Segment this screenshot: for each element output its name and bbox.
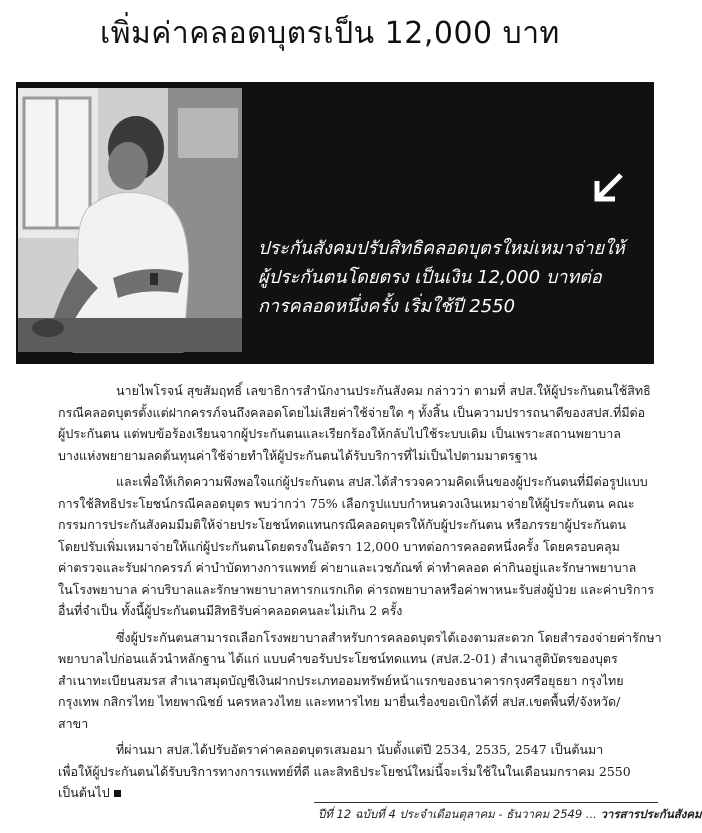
paragraph-1 (58, 380, 658, 466)
footer-publication: วารสารประกันสังคม (600, 807, 702, 821)
footer-rule (314, 802, 658, 803)
text-line: นายไพโรจน์ สุขสัมฤทธิ์ เลขาธิการสำนักงานประกันสังคม กล่าวว่า ตามที่ สปส.ให้ผู้ประกันตนใช้สิทธิ (116, 383, 651, 398)
text-line: ค่าตรวจและรับฝากครรภ์ ค่าบำบัดทางการแพทย์ ค่ายาและเวชภัณฑ์ ค่าทำคลอด ค่ากินอยู่และรักษาพยาบาล (58, 560, 637, 575)
text-line-last (58, 782, 658, 804)
photo-illustration (18, 88, 242, 352)
footer-issue: ปีที่ 12 ฉบับที่ 4 ประจำเดือนตุลาคม - ธันวาคม 2549 ... (318, 807, 597, 821)
text-line: เพื่อให้ผู้ประกันตนได้รับบริการทางการแพทย์ที่ดี และสิทธิประโยชน์ใหม่นี้จะเริ่มใช้ในในเดือนมกราคม 2550 (58, 763, 631, 779)
photo-woman-at-counter (18, 88, 242, 352)
paragraph-2 (58, 471, 658, 622)
text-line: กรรมการประกันสังคมมีมติให้จ่ายประโยชน์ทดแทนกรณีคลอดบุตรให้กับผู้ประกันตน หรือภรรยาผู้ประกันตน (58, 517, 627, 532)
end-of-article-square-icon (114, 790, 121, 797)
text-line: กรณีคลอดบุตรตั้งแต่ฝากครรภ์จนถึงคลอดโดยไม่เสียค่าใช้จ่ายใด ๆ ทั้งสิ้น เป็นความปรารถนาดีของสปส.ที่มีต่อ (58, 404, 646, 420)
text-line: โดยปรับเพิ่มเหมาจ่ายให้แก่ผู้ประกันตนโดยตรงในอัตรา 12,000 บาทต่อการคลอดหนึ่งครั้ง โดยครอบคลุม (58, 538, 620, 554)
text-line: สำเนาทะเบียนสมรส สำเนาสมุดบัญชีเงินฝากประเภทออมทรัพย์หน้าแรกของธนาคารกรุงศรีอยุธยา กรุงไทย (58, 672, 624, 688)
paragraph-3 (58, 627, 662, 735)
text-line: เป็นต้นไป (58, 785, 110, 800)
text-line: สาขา (58, 715, 89, 731)
text-line: บางแห่งพยายามลดต้นทุนค่าใช้จ่ายทำให้ผู้ประกันตนได้รับบริการที่ไม่เป็นไปตามมาตรฐาน (58, 447, 538, 463)
text-line: ผู้ประกันตน แต่พบข้อร้องเรียนจากผู้ประกันตนและเรียกร้องให้กลับไปใช้ระบบเดิม เป็นเพราะสถานพยาบาล (58, 426, 621, 441)
article-body (58, 380, 662, 806)
paragraph-4 (58, 739, 658, 804)
lead-paragraph (258, 234, 648, 321)
text-line: กรุงเทพ กสิกรไทย ไทยพาณิชย์ นครหลวงไทย และทหารไทย มายื่นเรื่องขอเบิกได้ที่ สปส.เขตพื้นที่/จังหวัด/ (58, 694, 621, 709)
text-line: ในโรงพยาบาล ค่าบริบาลและรักษาพยาบาลทารกแรกเกิด ค่ารถพยาบาลหรือค่าพาหนะรับส่งผู้ป่วย และค่าบริการ (58, 581, 655, 597)
lead-line: ผู้ประกันตนโดยตรง เป็นเงิน 12,000 บาทต่อ (258, 267, 602, 288)
lead-line: การคลอดหนึ่งครั้ง เริ่มใช้ปี 2550 (258, 296, 516, 317)
text-line: พยาบาลไปก่อนแล้วนำหลักฐาน ได้แก่ แบบคำขอรับประโยชน์ทดแทน (สปส.2-01) สำเนาสูติบัตรของบุตร (58, 651, 618, 666)
footer (318, 806, 702, 824)
text-line: และเพื่อให้เกิดความพึงพอใจแก่ผู้ประกันตน สปส.ได้สำรวจความคิดเห็นของผู้ประกันตนที่มีต่อรูปแบบ (116, 474, 648, 489)
text-line: ซึ่งผู้ประกันตนสามารถเลือกโรงพยาบาลสำหรับการคลอดบุตรได้เองตามสะดวก โดยสำรองจ่ายค่ารักษา (116, 629, 662, 645)
lead-line: ประกันสังคมปรับสิทธิคลอดบุตรใหม่เหมาจ่ายให้ (258, 238, 625, 259)
arrow-down-left-icon (588, 168, 628, 208)
text-line: ที่ผ่านมา สปส.ได้ปรับอัตราค่าคลอดบุตรเสมอมา นับตั้งแต่ปี 2534, 2535, 2547 เป็นต้นมา (116, 742, 604, 757)
text-line: การใช้สิทธิประโยชน์กรณีคลอดบุตร พบว่ากว่า 75% เลือกรูปแบบกำหนดวงเงินเหมาจ่ายให้ผู้ประกันตน คณะ (58, 495, 635, 511)
article-title: เพิ่มค่าคลอดบุตรเป็น 12,000 บาท (100, 16, 560, 51)
text-line: อื่นที่จำเป็น ทั้งนี้ผู้ประกันตนมีสิทธิรับค่าคลอดคนละไม่เกิน 2 ครั้ง (58, 603, 403, 618)
